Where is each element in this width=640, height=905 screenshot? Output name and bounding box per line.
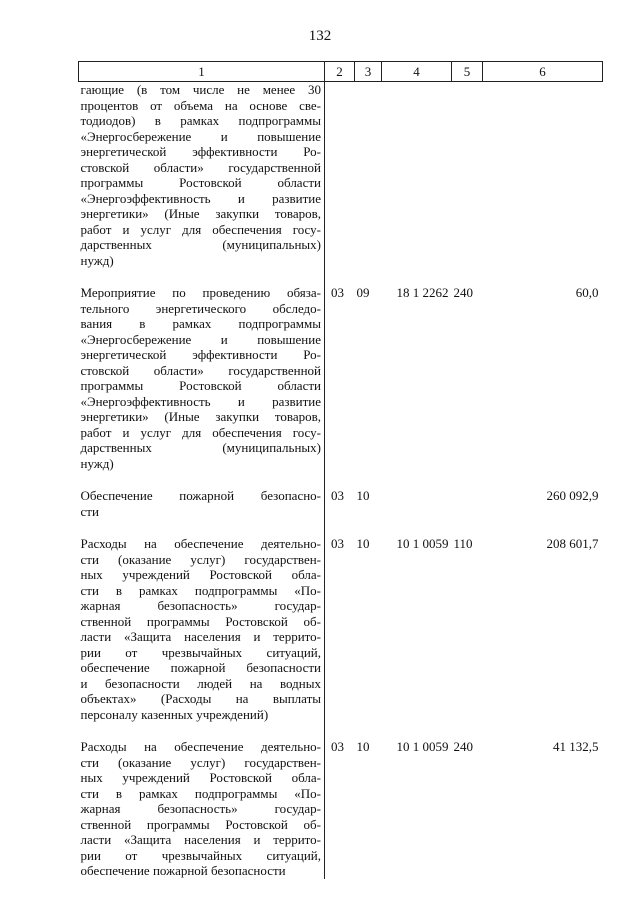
description-line: Обеспечение пожарной безопасно-: [80, 488, 321, 503]
description-line: дарственных (муниципальных): [80, 440, 321, 455]
spacer-cell: [325, 722, 355, 739]
subsection-code: [355, 82, 382, 269]
target-article-code: [382, 488, 452, 519]
expense-type-code: [452, 82, 483, 269]
header-cell-4: 4: [382, 62, 452, 82]
spacer-cell: [325, 268, 355, 285]
description-line: программы Ростовской области: [80, 378, 321, 393]
description-line: ных учреждений Ростовской обла-: [80, 770, 321, 785]
spacer-cell: [452, 519, 483, 536]
header-row: [79, 62, 603, 82]
section-code: 03: [331, 285, 344, 300]
spacer-cell: [79, 471, 325, 488]
subsection-code: 10: [356, 488, 370, 503]
table-row: [79, 82, 603, 269]
spacer-cell: [382, 519, 452, 536]
amount: 208 601,7: [546, 536, 599, 551]
description-line: стовской области» государственной: [80, 159, 321, 175]
description-line: и безопасности людей на водных: [80, 675, 321, 691]
subsection-code: 10: [356, 536, 370, 551]
description-line: гающие (в том числе не менее 30: [80, 82, 321, 97]
subsection-code: 10: [356, 739, 370, 754]
spacer-cell: [325, 471, 355, 488]
description-line: стовской области» государственной: [80, 362, 321, 378]
description-line: программы Ростовской области: [80, 175, 321, 190]
section-code: 03: [331, 739, 344, 754]
description-line: рии от чрезвычайных ситуаций,: [80, 644, 321, 660]
description-line: ных учреждений Ростовской обла-: [80, 567, 321, 582]
description-line: «Энергоэффективность и развитие: [80, 393, 321, 409]
amount: 60,0: [575, 285, 599, 300]
header-cell-6: 6: [483, 62, 603, 82]
section-code: 03: [331, 536, 344, 551]
description-line: процентов от объема на основе све-: [80, 97, 321, 113]
description-line: Мероприятие по проведению обяза-: [80, 285, 321, 300]
header-cell-5: 5: [452, 62, 483, 82]
spacer-cell: [483, 722, 603, 739]
amount: 260 092,9: [546, 488, 599, 503]
row-spacer: [79, 471, 603, 488]
description-line: «Энергосбережение и повышение: [80, 128, 321, 144]
header-cell-3: 3: [355, 62, 382, 82]
description-line: обеспечение пожарной безопасности: [80, 660, 321, 675]
description-line: работ и услуг для обеспечения госу-: [80, 424, 321, 440]
description-line: жарная безопасность» государ-: [80, 801, 321, 816]
description-line: энергетики» (Иные закупки товаров,: [80, 409, 321, 424]
section-code: 03: [331, 488, 344, 503]
spacer-cell: [452, 268, 483, 285]
table-row: [79, 536, 603, 722]
spacer-cell: [452, 722, 483, 739]
spacer-cell: [79, 519, 325, 536]
description-line: Расходы на обеспечение деятельно-: [80, 536, 321, 551]
description-line: ласти «Защита населения и террито-: [80, 832, 321, 847]
description-line: ственной программы Ростовской об-: [80, 613, 321, 629]
spacer-cell: [79, 268, 325, 285]
description-line: рии от чрезвычайных ситуаций,: [80, 847, 321, 863]
description-line: тельного энергетического обследо-: [80, 300, 321, 316]
description-line: сти в рамках подпрограммы «По-: [80, 582, 321, 598]
description-line: энергетической эффективности Ро-: [80, 347, 321, 362]
budget-table: [78, 61, 603, 879]
amount: 41 132,5: [553, 739, 599, 754]
description-line: «Энергоэффективность и развитие: [80, 190, 321, 206]
target-article-code: 10 1 0059: [396, 536, 449, 551]
header-cell-1: 1: [79, 62, 325, 82]
description-line: нужд): [80, 455, 114, 471]
spacer-cell: [355, 268, 382, 285]
spacer-cell: [382, 722, 452, 739]
subsection-code: 09: [356, 285, 370, 300]
spacer-cell: [355, 471, 382, 488]
description-line: ласти «Защита населения и террито-: [80, 629, 321, 644]
description-line: жарная безопасность» государ-: [80, 598, 321, 613]
target-article-code: 18 1 2262: [396, 285, 449, 300]
spacer-cell: [483, 471, 603, 488]
description-line: объектах» (Расходы на выплаты: [80, 691, 321, 706]
spacer-cell: [79, 722, 325, 739]
table-row: [79, 488, 603, 519]
expense-type-code: 240: [453, 285, 473, 300]
expense-description: [79, 536, 325, 722]
description-line: дарственных (муниципальных): [80, 237, 321, 252]
spacer-cell: [382, 471, 452, 488]
description-line: персоналу казенных учреждений): [80, 706, 269, 722]
spacer-cell: [483, 268, 603, 285]
table-row: [79, 739, 603, 879]
description-line: сти (оказание услуг) государствен-: [80, 551, 321, 567]
expense-type-code: 110: [453, 536, 473, 551]
spacer-cell: [355, 519, 382, 536]
expense-description: [79, 488, 325, 519]
target-article-code: [382, 82, 452, 269]
description-line: тодиодов) в рамках подпрограммы: [80, 113, 321, 128]
header-cell-2: 2: [325, 62, 355, 82]
description-line: энергетики» (Иные закупки товаров,: [80, 206, 321, 221]
row-spacer: [79, 519, 603, 536]
description-line: энергетической эффективности Ро-: [80, 144, 321, 159]
row-spacer: [79, 722, 603, 739]
description-line: работ и услуг для обеспечения госу-: [80, 221, 321, 237]
description-line: сти: [80, 503, 99, 519]
description-line: нужд): [80, 252, 114, 268]
expense-description: [79, 739, 325, 879]
page-number: 132: [308, 28, 332, 44]
description-line: «Энергосбережение и повышение: [80, 331, 321, 347]
row-spacer: [79, 268, 603, 285]
expense-type-code: 240: [453, 739, 473, 754]
description-line: ственной программы Ростовской об-: [80, 816, 321, 832]
spacer-cell: [382, 268, 452, 285]
spacer-cell: [452, 471, 483, 488]
target-article-code: 10 1 0059: [396, 739, 449, 754]
spacer-cell: [483, 519, 603, 536]
section-code: [325, 82, 355, 269]
amount: [483, 82, 603, 269]
table-row: [79, 285, 603, 471]
expense-type-code: [452, 488, 483, 519]
description-line: сти в рамках подпрограммы «По-: [80, 785, 321, 801]
description-line: Расходы на обеспечение деятельно-: [80, 739, 321, 754]
spacer-cell: [355, 722, 382, 739]
expense-description: [79, 82, 325, 269]
expense-description: [79, 285, 325, 471]
description-line: обеспечение пожарной безопасности: [80, 863, 286, 878]
description-line: сти (оказание услуг) государствен-: [80, 754, 321, 770]
description-line: вания в рамках подпрограммы: [80, 316, 321, 331]
spacer-cell: [325, 519, 355, 536]
